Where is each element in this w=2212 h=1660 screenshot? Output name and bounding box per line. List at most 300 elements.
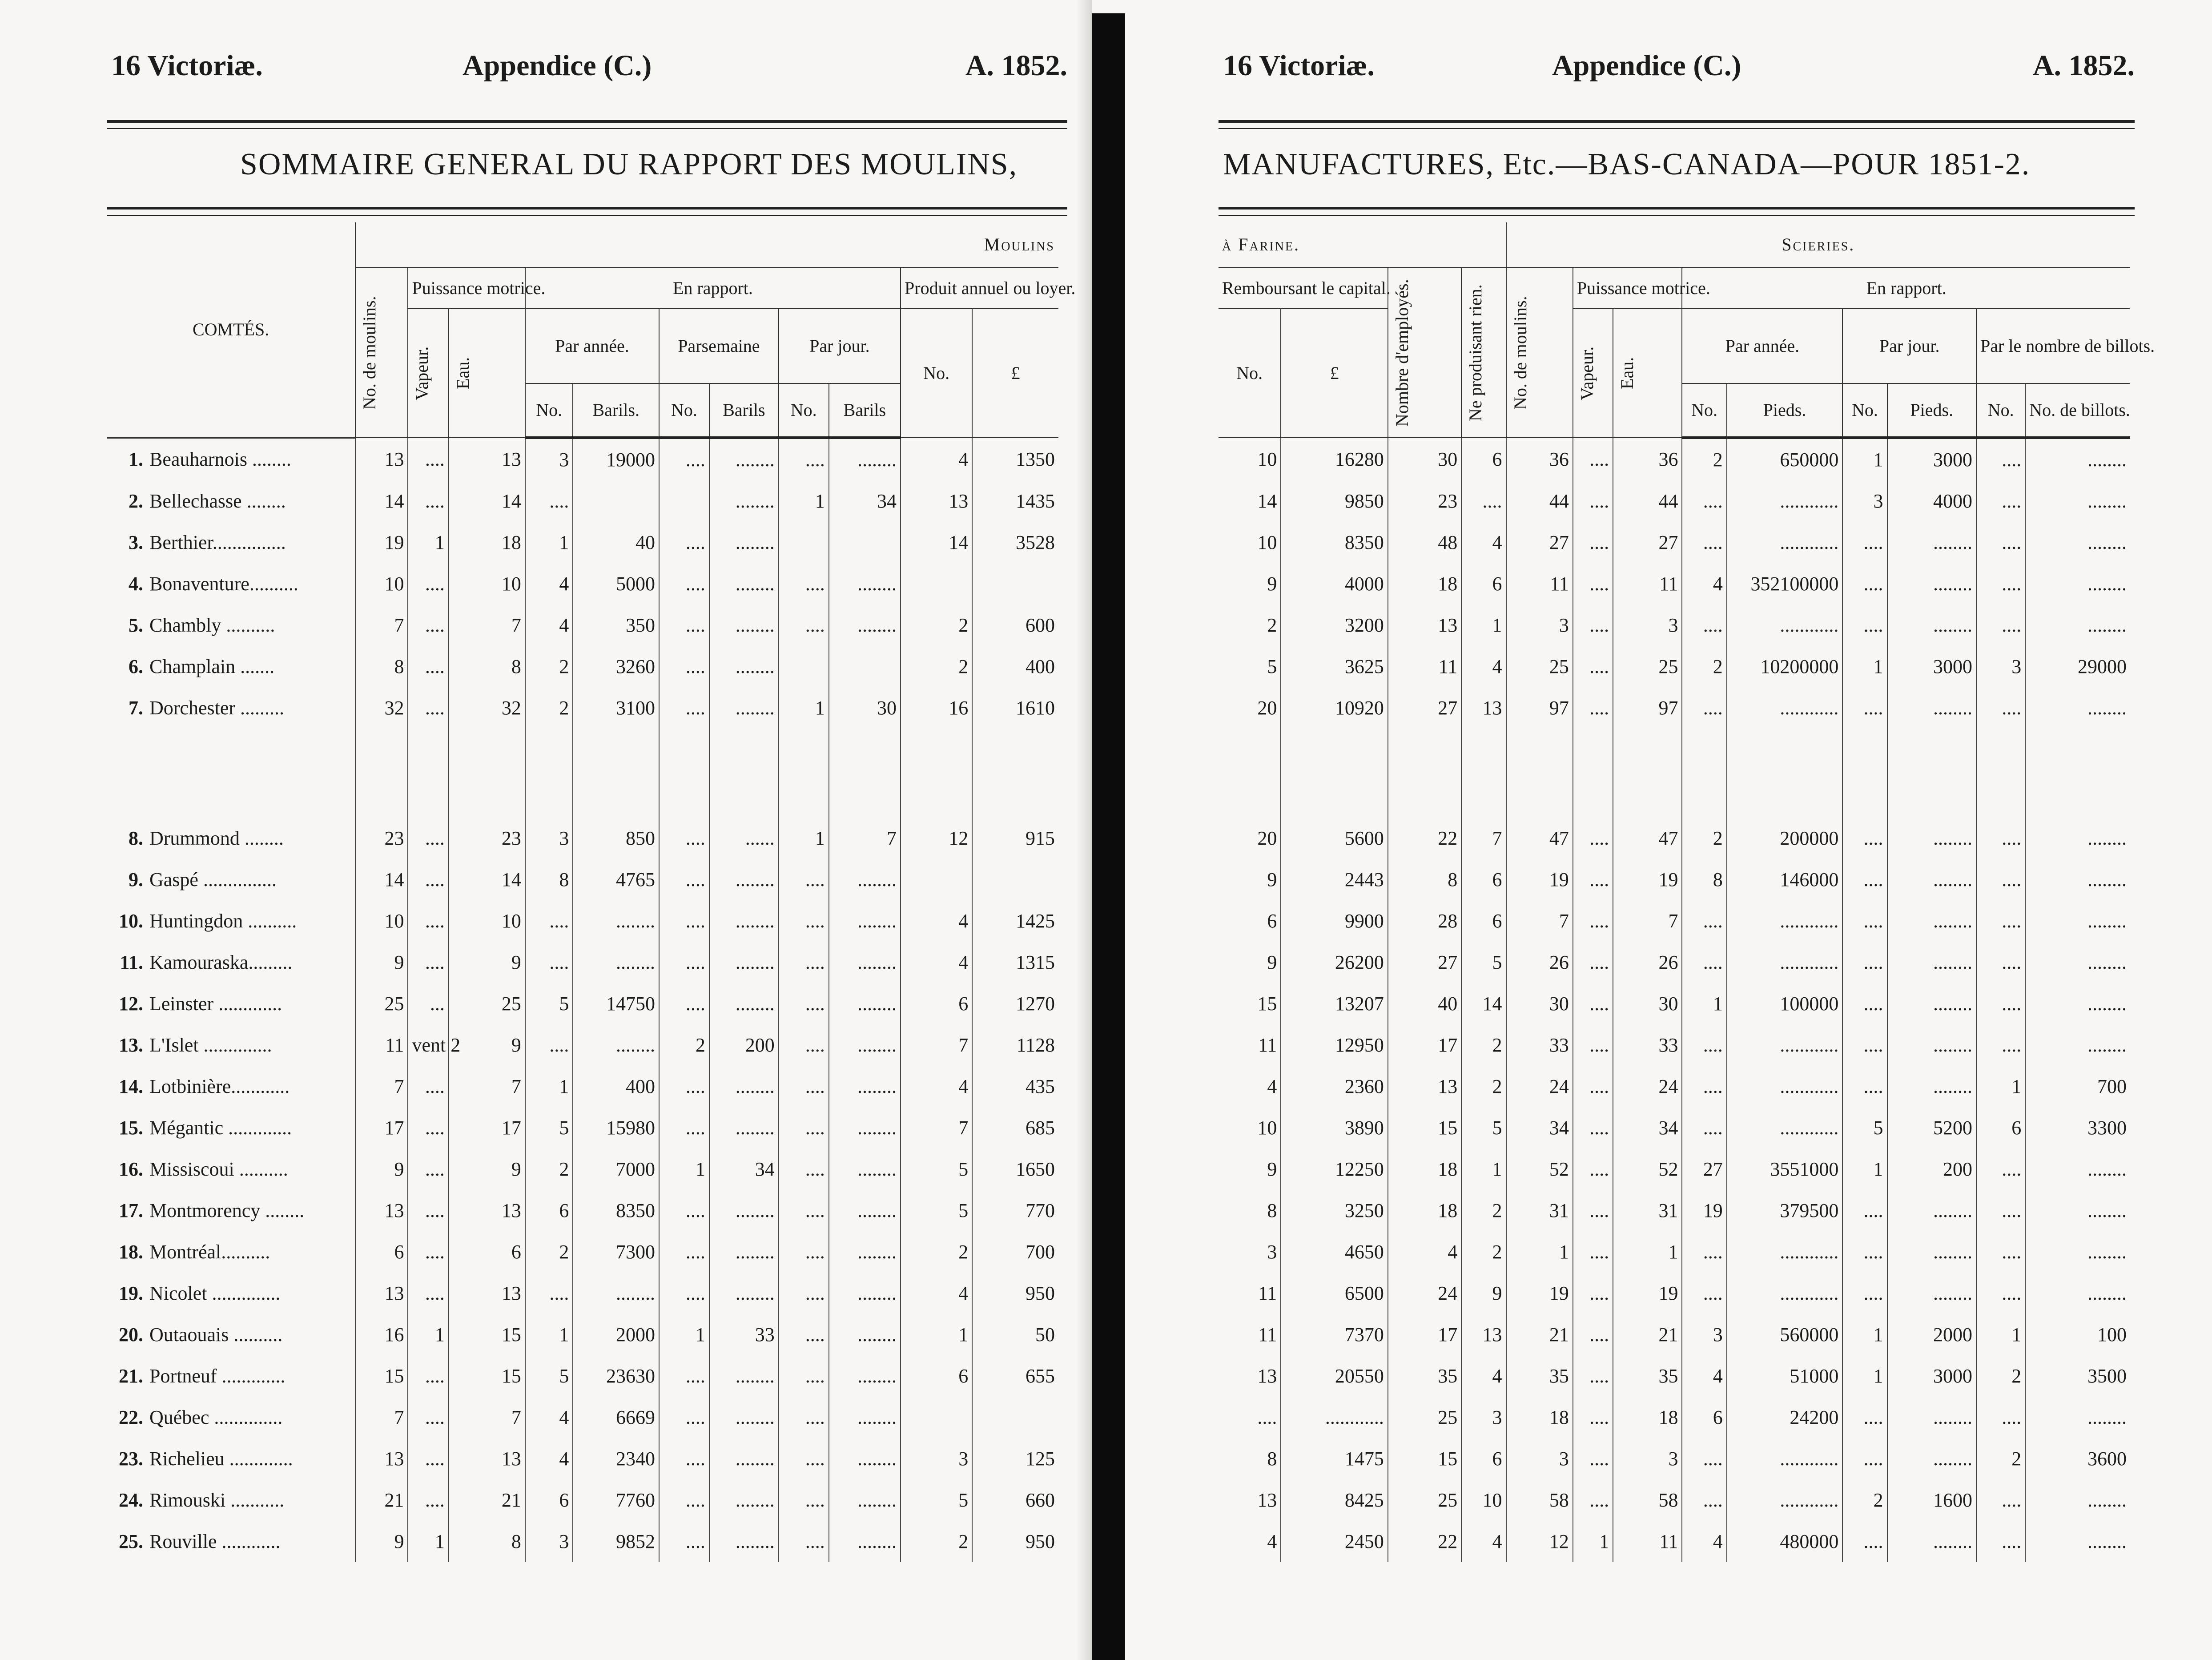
sc-no-billots-cell: ........ <box>2025 1148 2130 1190</box>
semaine-barils-cell: 200 <box>709 1024 779 1066</box>
produit-pound-cell: 915 <box>972 818 1058 859</box>
table-row <box>107 1521 1058 1562</box>
scieries-vapeur-cell: .... <box>1573 900 1613 942</box>
sc-no-billots-cell: ........ <box>2025 522 2130 563</box>
mills-count-cell: 6 <box>355 1231 408 1273</box>
eau-header: Eau. <box>449 309 525 438</box>
remb-no-cell: 14 <box>1257 490 1277 512</box>
produit-pound-cell: 1610 <box>972 687 1058 729</box>
jour-barils-cell: 30 <box>829 687 901 729</box>
jour-no-cell: .... <box>779 1355 829 1397</box>
annee-barils-cell: ........ <box>573 1273 659 1314</box>
remb-pound-cell: 9900 <box>1281 900 1388 942</box>
produit-no-cell: 3 <box>901 1438 972 1479</box>
annee-no-cell: 2 <box>525 687 573 729</box>
employes-cell: 48 <box>1388 522 1461 563</box>
eau-cell: 13 <box>449 1273 525 1314</box>
table-row <box>1219 1107 2130 1148</box>
vapeur-cell: .... <box>408 1148 448 1190</box>
semaine-no-cell: 1 <box>659 1148 709 1190</box>
header-rule <box>1219 120 2135 129</box>
scieries-eau-cell: 24 <box>1613 1066 1682 1107</box>
sc-annee-no-cell: .... <box>1682 1273 1726 1314</box>
mills-count-cell: 7 <box>355 604 408 646</box>
jour-barils-cell: ........ <box>829 1438 901 1479</box>
table-row <box>1219 1479 2130 1521</box>
sc-annee-no-cell: 2 <box>1682 818 1726 859</box>
ne-produisant-cell: 6 <box>1461 900 1506 942</box>
remb-pound-cell: 3200 <box>1281 604 1388 646</box>
table-row <box>1219 983 2130 1024</box>
ne-produisant-cell: 1 <box>1461 1148 1506 1190</box>
eau-cell: 14 <box>449 480 525 522</box>
book-spine <box>1092 13 1125 1660</box>
sc-annee-no-cell: 6 <box>1682 1397 1726 1438</box>
semaine-no-cell: .... <box>659 859 709 900</box>
vapeur-cell: .... <box>408 818 448 859</box>
scieries-eau-cell: 47 <box>1613 818 1682 859</box>
table-row <box>107 1231 1058 1273</box>
semaine-barils-cell: ........ <box>709 438 779 480</box>
produit-header: Produit annuel ou loyer. <box>901 268 1058 309</box>
jour-barils-cell: ........ <box>829 1066 901 1107</box>
annee-barils-cell: 14750 <box>573 983 659 1024</box>
sc-no-billots-cell: ........ <box>2025 563 2130 604</box>
table-row <box>107 604 1058 646</box>
row-number: 14. <box>119 1076 143 1097</box>
sc-billots-no-cell: .... <box>1976 1231 2025 1273</box>
annee-barils-header: Barils. <box>573 383 659 438</box>
sc-jour-pieds-cell: ........ <box>1887 818 1976 859</box>
vapeur-cell: .... <box>408 1107 448 1148</box>
ne-produisant-cell: 2 <box>1461 1066 1506 1107</box>
scieries-vapeur-cell: .... <box>1573 1397 1613 1438</box>
mills-count-cell: 13 <box>355 1438 408 1479</box>
semaine-no-cell: .... <box>659 1355 709 1397</box>
sc-annee-no-cell: .... <box>1682 1231 1726 1273</box>
table-row <box>1219 438 2130 480</box>
year-label: A. 1852. <box>2032 49 2135 82</box>
annee-no-cell: 3 <box>525 818 573 859</box>
table-row <box>107 438 1058 480</box>
annee-no-cell: 4 <box>525 1397 573 1438</box>
en-rapport-header: En rapport. <box>525 268 901 309</box>
eau-cell: 9 <box>449 1024 525 1066</box>
county-name-cell <box>107 438 355 480</box>
annee-no-cell: 4 <box>525 1438 573 1479</box>
sc-annee-no-cell: .... <box>1682 687 1726 729</box>
sc-annee-pieds-cell: 10200000 <box>1727 646 1843 687</box>
row-number: 10. <box>119 910 143 932</box>
county-name-cell <box>107 480 355 522</box>
semaine-no-cell: .... <box>659 1066 709 1107</box>
produit-no-cell <box>901 1397 972 1438</box>
eau-cell: 8 <box>449 1521 525 1562</box>
mills-count-cell: 10 <box>355 563 408 604</box>
annee-barils-cell: 15980 <box>573 1107 659 1148</box>
employes-cell: 40 <box>1388 983 1461 1024</box>
sc-jour-no-cell: .... <box>1842 604 1887 646</box>
annee-barils-cell: 2340 <box>573 1438 659 1479</box>
annee-barils-cell: ........ <box>573 900 659 942</box>
county-name: Leinster ............. <box>149 993 282 1015</box>
jour-no-cell: .... <box>779 563 829 604</box>
county-name-cell <box>107 1397 355 1438</box>
jour-no-header: No. <box>779 383 829 438</box>
semaine-no-cell: 1 <box>659 1314 709 1355</box>
remb-pound-cell: 1475 <box>1281 1438 1388 1479</box>
sc-jour-no-cell: .... <box>1842 900 1887 942</box>
scieries-par-jour-header: Par jour. <box>1842 309 1976 383</box>
scieries-eau-cell: 36 <box>1613 438 1682 480</box>
ne-produisant-cell: 2 <box>1461 1231 1506 1273</box>
sc-no-billots-cell: 3300 <box>2025 1107 2130 1148</box>
scieries-mills-cell: 11 <box>1506 563 1573 604</box>
scieries-eau-cell: 30 <box>1613 983 1682 1024</box>
vapeur-cell: ... <box>408 983 448 1024</box>
remb-no-cell: 11 <box>1258 1282 1277 1304</box>
table-row <box>107 646 1058 687</box>
jour-barils-cell: ........ <box>829 1397 901 1438</box>
scieries-eau-cell: 44 <box>1613 480 1682 522</box>
eau-cell: 7 <box>449 1397 525 1438</box>
jour-barils-cell: ........ <box>829 1521 901 1562</box>
semaine-barils-cell: ........ <box>709 687 779 729</box>
row-number: 18. <box>119 1241 143 1263</box>
scieries-mills-cell: 21 <box>1506 1314 1573 1355</box>
scieries-mills-cell: 34 <box>1506 1107 1573 1148</box>
county-name-cell <box>107 522 355 563</box>
scieries-eau-cell: 7 <box>1613 900 1682 942</box>
spacer-cell <box>709 729 779 818</box>
scieries-mills-cell: 31 <box>1506 1190 1573 1231</box>
remb-pound-cell: 12250 <box>1281 1148 1388 1190</box>
scieries-eau-cell: 11 <box>1613 563 1682 604</box>
title-rule <box>107 207 1067 216</box>
scieries-mills-cell: 24 <box>1506 1066 1573 1107</box>
ne-produisant-cell: 6 <box>1461 563 1506 604</box>
annee-no-cell: 5 <box>525 1355 573 1397</box>
semaine-no-cell: .... <box>659 1521 709 1562</box>
employes-header: Nombre d'employés. <box>1388 268 1461 438</box>
annee-barils-cell: 9852 <box>573 1521 659 1562</box>
spacer-cell <box>779 729 829 818</box>
sc-billots-no-cell: 1 <box>1976 1066 2025 1107</box>
employes-cell: 25 <box>1388 1479 1461 1521</box>
county-name: Gaspé ............... <box>149 869 277 890</box>
ne-produisant-cell: 1 <box>1461 604 1506 646</box>
produit-pound-cell: 950 <box>972 1521 1058 1562</box>
produit-no-cell: 6 <box>901 1355 972 1397</box>
scieries-mills-cell: 25 <box>1506 646 1573 687</box>
sc-jour-no-cell: .... <box>1842 1273 1887 1314</box>
table-row <box>1219 646 2130 687</box>
sc-annee-no-cell: .... <box>1682 900 1726 942</box>
annee-no-cell: .... <box>525 942 573 983</box>
produit-pound-cell: 1270 <box>972 983 1058 1024</box>
produit-pound-cell: 1350 <box>972 438 1058 480</box>
table-row <box>1219 480 2130 522</box>
produit-pound-cell: 125 <box>972 1438 1058 1479</box>
table-row <box>1219 522 2130 563</box>
row-number: 21. <box>119 1365 143 1387</box>
county-name-cell <box>107 1521 355 1562</box>
sc-jour-no-cell: 1 <box>1842 1314 1887 1355</box>
scieries-vapeur-cell: .... <box>1573 942 1613 983</box>
remb-no-cell: 9 <box>1267 573 1277 595</box>
remb-pound-cell: 6500 <box>1281 1273 1388 1314</box>
scieries-mills-cell: 44 <box>1506 480 1573 522</box>
spacer-cell <box>107 729 355 818</box>
produit-no-header: No. <box>901 309 972 438</box>
sc-no-billots-cell: 3600 <box>2025 1438 2130 1479</box>
sc-annee-pieds-cell: ............ <box>1727 480 1843 522</box>
sc-jour-no-cell: .... <box>1842 687 1887 729</box>
mills-count-cell: 13 <box>355 438 408 480</box>
jour-barils-cell: 7 <box>829 818 901 859</box>
vapeur-cell: .... <box>408 1066 448 1107</box>
produit-pound-cell: 685 <box>972 1107 1058 1148</box>
semaine-no-cell: 2 <box>659 1024 709 1066</box>
scieries-eau-cell: 3 <box>1613 1438 1682 1479</box>
sc-annee-pieds-cell: 650000 <box>1727 438 1843 480</box>
scieries-vapeur-cell: .... <box>1573 438 1613 480</box>
spacer-cell <box>1388 729 1461 818</box>
vapeur-cell: .... <box>408 1190 448 1231</box>
annee-barils-cell: ........ <box>573 942 659 983</box>
sc-annee-pieds-cell: 379500 <box>1727 1190 1843 1231</box>
employes-cell: 22 <box>1388 1521 1461 1562</box>
left-table-body <box>107 438 1058 1562</box>
jour-barils-cell: ........ <box>829 983 901 1024</box>
spacer-cell <box>1219 729 1281 818</box>
ne-produisant-cell: 7 <box>1461 818 1506 859</box>
produit-pound-cell: 660 <box>972 1479 1058 1521</box>
produit-pound-cell <box>972 563 1058 604</box>
row-number: 15. <box>119 1117 143 1139</box>
employes-cell: 15 <box>1388 1438 1461 1479</box>
sc-billots-no-cell: .... <box>1976 900 2025 942</box>
semaine-barils-cell: ........ <box>709 1355 779 1397</box>
sc-jour-pieds-cell: 3000 <box>1887 646 1976 687</box>
sc-jour-pieds-cell: ........ <box>1887 604 1976 646</box>
sc-jour-no-header: No. <box>1842 383 1887 438</box>
scieries-eau-header: Eau. <box>1613 309 1682 438</box>
annee-no-cell: 5 <box>525 983 573 1024</box>
ne-produisant-cell: 13 <box>1461 687 1506 729</box>
semaine-barils-cell: ........ <box>709 900 779 942</box>
county-name-cell <box>107 1066 355 1107</box>
semaine-barils-cell: 34 <box>709 1148 779 1190</box>
produit-no-cell: 5 <box>901 1148 972 1190</box>
remb-pound-cell: 20550 <box>1281 1355 1388 1397</box>
produit-pound-cell: 435 <box>972 1066 1058 1107</box>
eau-cell: 10 <box>449 563 525 604</box>
spacer-cell <box>1573 729 1613 818</box>
produit-pound-cell: 700 <box>972 1231 1058 1273</box>
sc-jour-pieds-cell: 4000 <box>1887 480 1976 522</box>
scieries-no-moulins-header: No. de moulins. <box>1506 268 1573 438</box>
spacer-cell <box>1842 729 1887 818</box>
employes-cell: 18 <box>1388 1148 1461 1190</box>
scieries-section-header: Scieries. <box>1506 222 2130 268</box>
county-name: Nicolet .............. <box>149 1282 281 1304</box>
annee-no-cell: 5 <box>525 1107 573 1148</box>
remb-pound-cell: 3625 <box>1281 646 1388 687</box>
table-row <box>1219 1521 2130 1562</box>
sc-no-billots-cell: ........ <box>2025 942 2130 983</box>
scieries-eau-cell: 25 <box>1613 646 1682 687</box>
jour-barils-cell <box>829 646 901 687</box>
spacer-cell <box>355 729 408 818</box>
row-number: 8. <box>129 827 143 849</box>
produit-no-cell: 12 <box>901 818 972 859</box>
sc-annee-no-cell: .... <box>1682 942 1726 983</box>
table-row <box>107 522 1058 563</box>
spacer-cell <box>449 729 525 818</box>
sc-no-billots-cell: ........ <box>2025 859 2130 900</box>
row-number: 17. <box>119 1200 143 1221</box>
scieries-mills-cell: 19 <box>1506 1273 1573 1314</box>
table-row <box>1219 1066 2130 1107</box>
row-number: 25. <box>119 1531 143 1552</box>
produit-pound-cell <box>972 1397 1058 1438</box>
spacer-cell <box>1506 729 1573 818</box>
remb-no-cell: 9 <box>1267 1158 1277 1180</box>
table-row <box>1219 818 2130 859</box>
county-name: Huntingdon .......... <box>149 910 297 932</box>
sc-jour-no-cell: 5 <box>1842 1107 1887 1148</box>
jour-barils-cell: ........ <box>829 1273 901 1314</box>
sc-jour-pieds-header: Pieds. <box>1887 383 1976 438</box>
county-name-cell <box>107 942 355 983</box>
remb-no-cell: .... <box>1257 1406 1277 1428</box>
par-annee-header: Par année. <box>525 309 659 383</box>
vapeur-cell: .... <box>408 646 448 687</box>
scieries-mills-cell: 12 <box>1506 1521 1573 1562</box>
semaine-barils-cell: ........ <box>709 1438 779 1479</box>
sc-billots-no-cell: .... <box>1976 983 2025 1024</box>
county-name-cell <box>107 900 355 942</box>
produit-pound-header: £ <box>972 309 1058 438</box>
scieries-eau-cell: 1 <box>1613 1231 1682 1273</box>
sc-jour-pieds-cell: ........ <box>1887 859 1976 900</box>
employes-cell: 24 <box>1388 1273 1461 1314</box>
semaine-barils-cell: ........ <box>709 563 779 604</box>
annee-no-cell: 3 <box>525 1521 573 1562</box>
par-semaine-header: Parsemaine <box>659 309 779 383</box>
scieries-mills-cell: 97 <box>1506 687 1573 729</box>
remb-no-cell: 3 <box>1267 1241 1277 1263</box>
scieries-mills-cell: 19 <box>1506 859 1573 900</box>
table-row <box>107 942 1058 983</box>
ne-produisant-cell: 4 <box>1461 1355 1506 1397</box>
eau-cell: 21 <box>449 1479 525 1521</box>
sc-annee-no-cell: .... <box>1682 522 1726 563</box>
eau-cell: 13 <box>449 1190 525 1231</box>
produit-pound-cell: 1315 <box>972 942 1058 983</box>
spacer-cell <box>408 729 448 818</box>
scieries-vapeur-cell: .... <box>1573 604 1613 646</box>
sc-billots-no-cell: .... <box>1976 942 2025 983</box>
remb-no-cell: 9 <box>1267 951 1277 973</box>
remb-no-cell: 9 <box>1267 869 1277 890</box>
annee-barils-cell: 23630 <box>573 1355 659 1397</box>
mills-count-cell: 13 <box>355 1190 408 1231</box>
produit-no-cell: 4 <box>901 900 972 942</box>
county-name: Berthier............... <box>149 532 286 553</box>
header-rule <box>107 120 1067 129</box>
county-name-cell <box>107 1148 355 1190</box>
sc-annee-pieds-header: Pieds. <box>1727 383 1843 438</box>
right-page <box>1210 0 2155 1660</box>
eau-cell: 23 <box>449 818 525 859</box>
annee-no-cell: 2 <box>525 646 573 687</box>
jour-no-cell: .... <box>779 1107 829 1148</box>
sc-annee-pieds-cell: ............ <box>1727 522 1843 563</box>
row-number: 16. <box>119 1158 143 1180</box>
eau-cell: 7 <box>449 604 525 646</box>
semaine-barils-cell: 33 <box>709 1314 779 1355</box>
semaine-barils-cell: ...... <box>709 818 779 859</box>
semaine-no-cell: .... <box>659 1397 709 1438</box>
jour-no-cell: .... <box>779 1273 829 1314</box>
sc-jour-pieds-cell: ........ <box>1887 1066 1976 1107</box>
table-row <box>1219 1148 2130 1190</box>
annee-barils-cell: 3260 <box>573 646 659 687</box>
scieries-mills-cell: 27 <box>1506 522 1573 563</box>
eau-cell: 9 <box>449 1148 525 1190</box>
annee-no-cell: 4 <box>525 563 573 604</box>
semaine-barils-cell: ........ <box>709 1066 779 1107</box>
sc-annee-pieds-cell: 100000 <box>1727 983 1843 1024</box>
remb-no-cell: 4 <box>1267 1531 1277 1552</box>
jour-barils-cell: ........ <box>829 1148 901 1190</box>
county-name-cell <box>107 563 355 604</box>
row-number: 7. <box>129 697 143 719</box>
sc-jour-pieds-cell: ........ <box>1887 1190 1976 1231</box>
sc-annee-no-cell: 27 <box>1682 1148 1726 1190</box>
employes-cell: 27 <box>1388 687 1461 729</box>
mills-count-cell: 9 <box>355 942 408 983</box>
produit-pound-cell: 770 <box>972 1190 1058 1231</box>
produit-pound-cell: 3528 <box>972 522 1058 563</box>
jour-no-cell: 1 <box>779 687 829 729</box>
sc-billots-no-cell: .... <box>1976 687 2025 729</box>
semaine-no-cell <box>659 480 709 522</box>
employes-cell: 22 <box>1388 818 1461 859</box>
sc-annee-no-cell: .... <box>1682 1107 1726 1148</box>
spacer-cell <box>2025 729 2130 818</box>
semaine-barils-cell: ........ <box>709 1231 779 1273</box>
scieries-mills-cell: 3 <box>1506 1438 1573 1479</box>
scieries-en-rapport-header: En rapport. <box>1682 268 2130 309</box>
county-name: Missiscoui .......... <box>149 1158 288 1180</box>
annee-barils-cell <box>573 480 659 522</box>
mills-table-right <box>1219 222 2155 1562</box>
semaine-no-cell: .... <box>659 942 709 983</box>
remb-pound-cell: 5600 <box>1281 818 1388 859</box>
table-row <box>107 1066 1058 1107</box>
scieries-puissance-header: Puissance motrice. <box>1573 268 1682 309</box>
comtes-header: COMTÉS. <box>107 222 355 438</box>
eau-cell: 32 <box>449 687 525 729</box>
sc-no-billots-cell: ........ <box>2025 604 2130 646</box>
remb-no-cell: 4 <box>1267 1076 1277 1097</box>
spacer-cell <box>659 729 709 818</box>
annee-no-cell: 2 <box>525 1231 573 1273</box>
jour-barils-cell: ........ <box>829 438 901 480</box>
